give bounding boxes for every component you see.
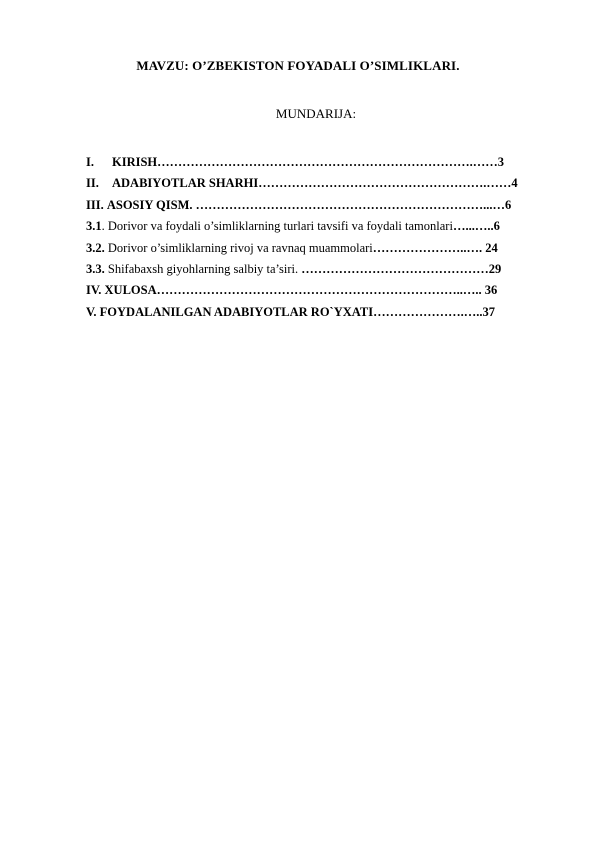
toc-entry-title: Shifabaxsh giyohlarning salbiy ta’siri.	[104, 261, 302, 276]
toc-entry-leader: ……………………………………………….……	[258, 176, 512, 191]
toc-entry-title: XULOSA	[101, 283, 157, 298]
toc-entry-page: 24	[482, 240, 498, 255]
toc-entry-title: ASOSIY QISM.	[106, 197, 196, 212]
toc-entry-page: 29	[488, 261, 502, 276]
toc-entry-number: II.	[86, 176, 99, 191]
toc-entry-leader: ………………………………………	[301, 261, 489, 276]
toc-heading: MUNDARIJA:	[275, 106, 357, 121]
toc-entry-adabiyotlar-sharhi	[86, 173, 550, 194]
toc-entry-kirish	[86, 152, 550, 173]
toc-entry-number: I.	[86, 155, 94, 169]
toc-entry-page: 6	[493, 219, 500, 234]
toc-entry-3-1	[86, 216, 550, 237]
toc-entry-title: . Dorivor va foydali o’simliklarning turlari tavsifi va foydali tamonlari	[101, 219, 453, 234]
toc-entry-page: 6	[505, 197, 512, 212]
page-title: MAVZU: O’ZBEKISTON FOYADALI O’SIMLIKLARI.	[136, 58, 460, 73]
toc-entry-3-2	[86, 238, 550, 259]
toc-entry-asosiy-qism	[86, 195, 550, 216]
toc-entry-page: 3	[497, 155, 505, 169]
toc-entry-adabiyotlar-royxati	[86, 302, 550, 323]
toc-entry-number: 3.3.	[86, 261, 105, 276]
toc-entry-number: V.	[86, 304, 97, 319]
toc-entry-3-3	[86, 259, 550, 280]
toc-entry-leader: …...…..	[452, 219, 494, 234]
table-of-contents	[86, 152, 550, 323]
toc-entry-page: 4	[511, 176, 518, 191]
toc-entry-leader: ………………….…..	[373, 304, 483, 319]
toc-entry-page: 37	[482, 304, 495, 319]
toc-entry-number: 3.1	[86, 219, 102, 234]
toc-entry-leader: ………………………………………………………………….……	[157, 155, 498, 169]
toc-entry-number: IV.	[86, 283, 102, 298]
toc-entry-title: FOYDALANILGAN ADABIYOTLAR RO`YXATI	[96, 304, 374, 319]
toc-entry-title: ADABIYOTLAR SHARHI	[112, 176, 259, 191]
toc-entry-title: Dorivor o’simliklarning rivoj va ravnaq muammolari	[104, 240, 373, 255]
toc-entry-leader: ……………………………………………………………...…	[195, 197, 506, 212]
toc-entry-number: III.	[86, 197, 104, 212]
toc-entry-number: 3.2.	[86, 240, 105, 255]
toc-entry-leader: …………………..….	[372, 240, 483, 255]
toc-entry-title: KIRISH	[112, 155, 158, 169]
toc-entry-page: 36	[481, 283, 498, 298]
toc-entry-xulosa	[86, 280, 550, 301]
toc-entry-leader: ………………………………………………………………..…..	[156, 283, 482, 298]
